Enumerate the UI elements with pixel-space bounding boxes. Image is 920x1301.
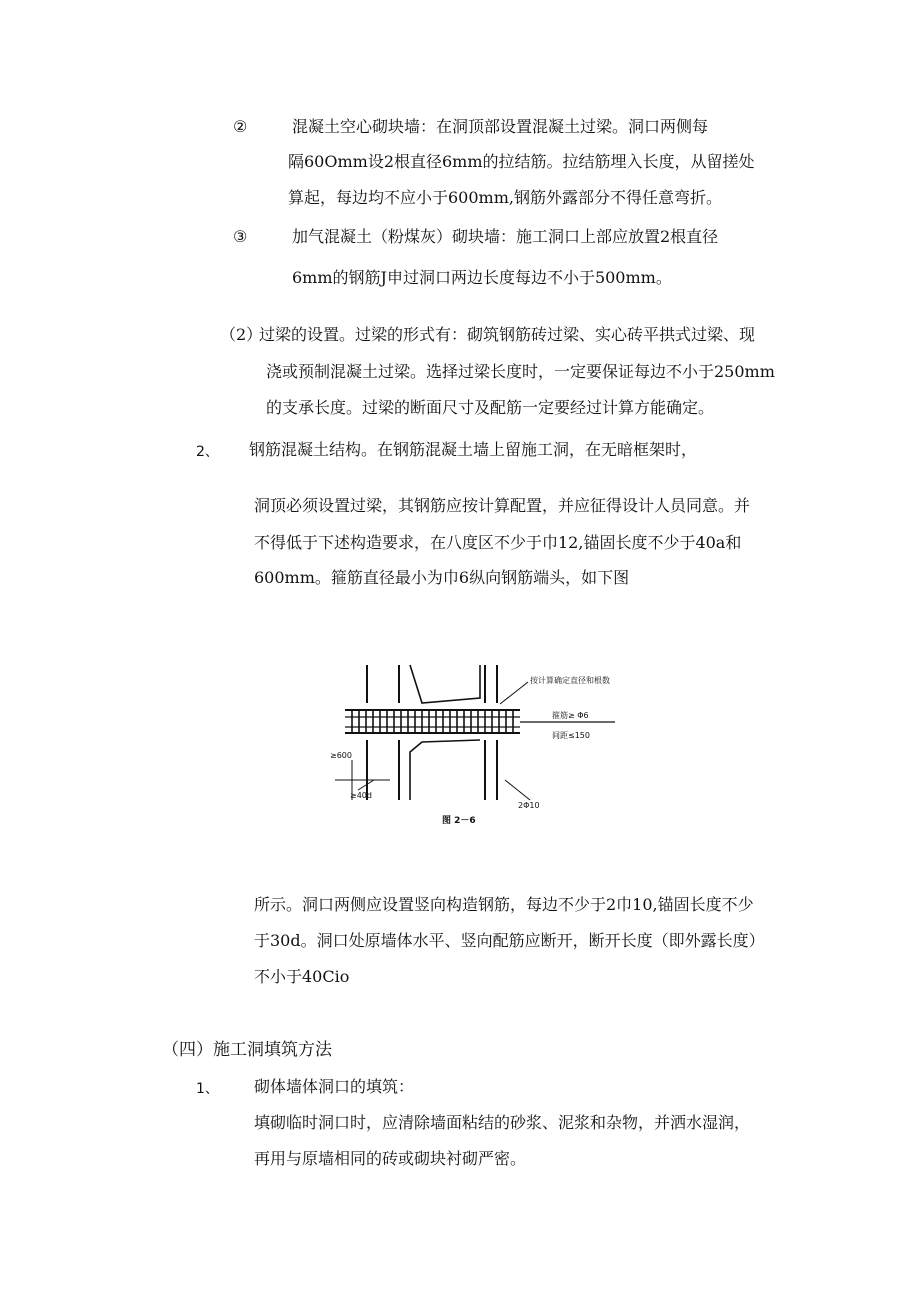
label-rebar: 2Φ10: [518, 801, 540, 810]
section4-heading: （四）施工洞填筑方法: [162, 1040, 332, 1060]
item2-line-1: 混凝土空心砌块墙：在洞顶部设置混凝土过梁。洞口两侧每: [292, 117, 709, 136]
section2-line-2: 不得低于下述构造要求，在八度区不少于巾12,锚固长度不少于40a和: [254, 533, 742, 552]
lintel-line-3: 的支承长度。过梁的断面尺寸及配筋一定要经过计算方能确定。: [266, 398, 715, 417]
label-600: ≥600: [330, 751, 352, 760]
label-40d: ≥40d: [350, 791, 372, 800]
after-figure-line-2: 于30d。洞口处原墙体水平、竖向配筋应断开，断开长度（即外露长度）: [254, 931, 765, 950]
section4-item1-line-2: 再用与原墙相同的砖或砌块衬砌严密。: [254, 1149, 527, 1168]
label-spacing: 间距≤150: [552, 731, 590, 740]
item-marker-2: ②: [233, 117, 248, 136]
section2-line-3: 600mm。箍筋直径最小为巾6纵向钢筋端头，如下图: [254, 568, 630, 587]
label-calc: 按计算确定直径和根数: [530, 676, 610, 685]
lintel-line-1: 过梁的设置。过梁的形式有：砌筑钢筋砖过梁、实心砖平拱式过梁、现: [259, 325, 756, 344]
section2-marker: 2、: [196, 444, 219, 460]
item3-line-2: 6mm的钢筋J申过洞口两边长度每边不小于500mm。: [292, 268, 672, 287]
item2-line-2: 隔60Omm设2根直径6mm的拉结筋。拉结筋埋入长度，从留搓处: [288, 152, 755, 171]
section2-line-1: 洞顶必须设置过梁，其钢筋应按计算配置，并应征得设计人员同意。并: [254, 496, 751, 515]
lintel-line-2: 浇或预制混凝土过梁。选择过梁长度时，一定要保证每边不小于250mm: [266, 362, 775, 381]
lintel-marker: （2）: [220, 325, 263, 344]
section4-item1-marker: 1、: [196, 1081, 219, 1097]
label-stirrup: 箍筋≥ Φ6: [552, 711, 589, 720]
after-figure-line-1: 所示。洞口两侧应设置竖向构造钢筋，每边不少于2巾10,锚固长度不少: [254, 895, 754, 914]
diagram-svg: [330, 660, 630, 830]
item2-line-3: 算起，每边均不应小于600mm,钢筋外露部分不得任意弯折。: [288, 188, 722, 207]
section4-item1-title: 砌体墙体洞口的填筑：: [254, 1077, 415, 1096]
after-figure-line-3: 不小于40Cio: [254, 967, 350, 986]
lintel-reinforcement-diagram: [330, 660, 630, 830]
item3-line-1: 加气混凝土（粉煤灰）砌块墙：施工洞口上部应放置2根直径: [292, 227, 719, 246]
section4-item1-line-1: 填砌临时洞口时，应清除墙面粘结的砂浆、泥浆和杂物，并洒水湿润，: [254, 1113, 751, 1132]
item-marker-3: ③: [233, 227, 248, 246]
section2-heading: 钢筋混凝土结构。在钢筋混凝土墙上留施工洞，在无暗框架时，: [249, 440, 698, 459]
figure-caption: 图 2－6: [442, 816, 476, 826]
